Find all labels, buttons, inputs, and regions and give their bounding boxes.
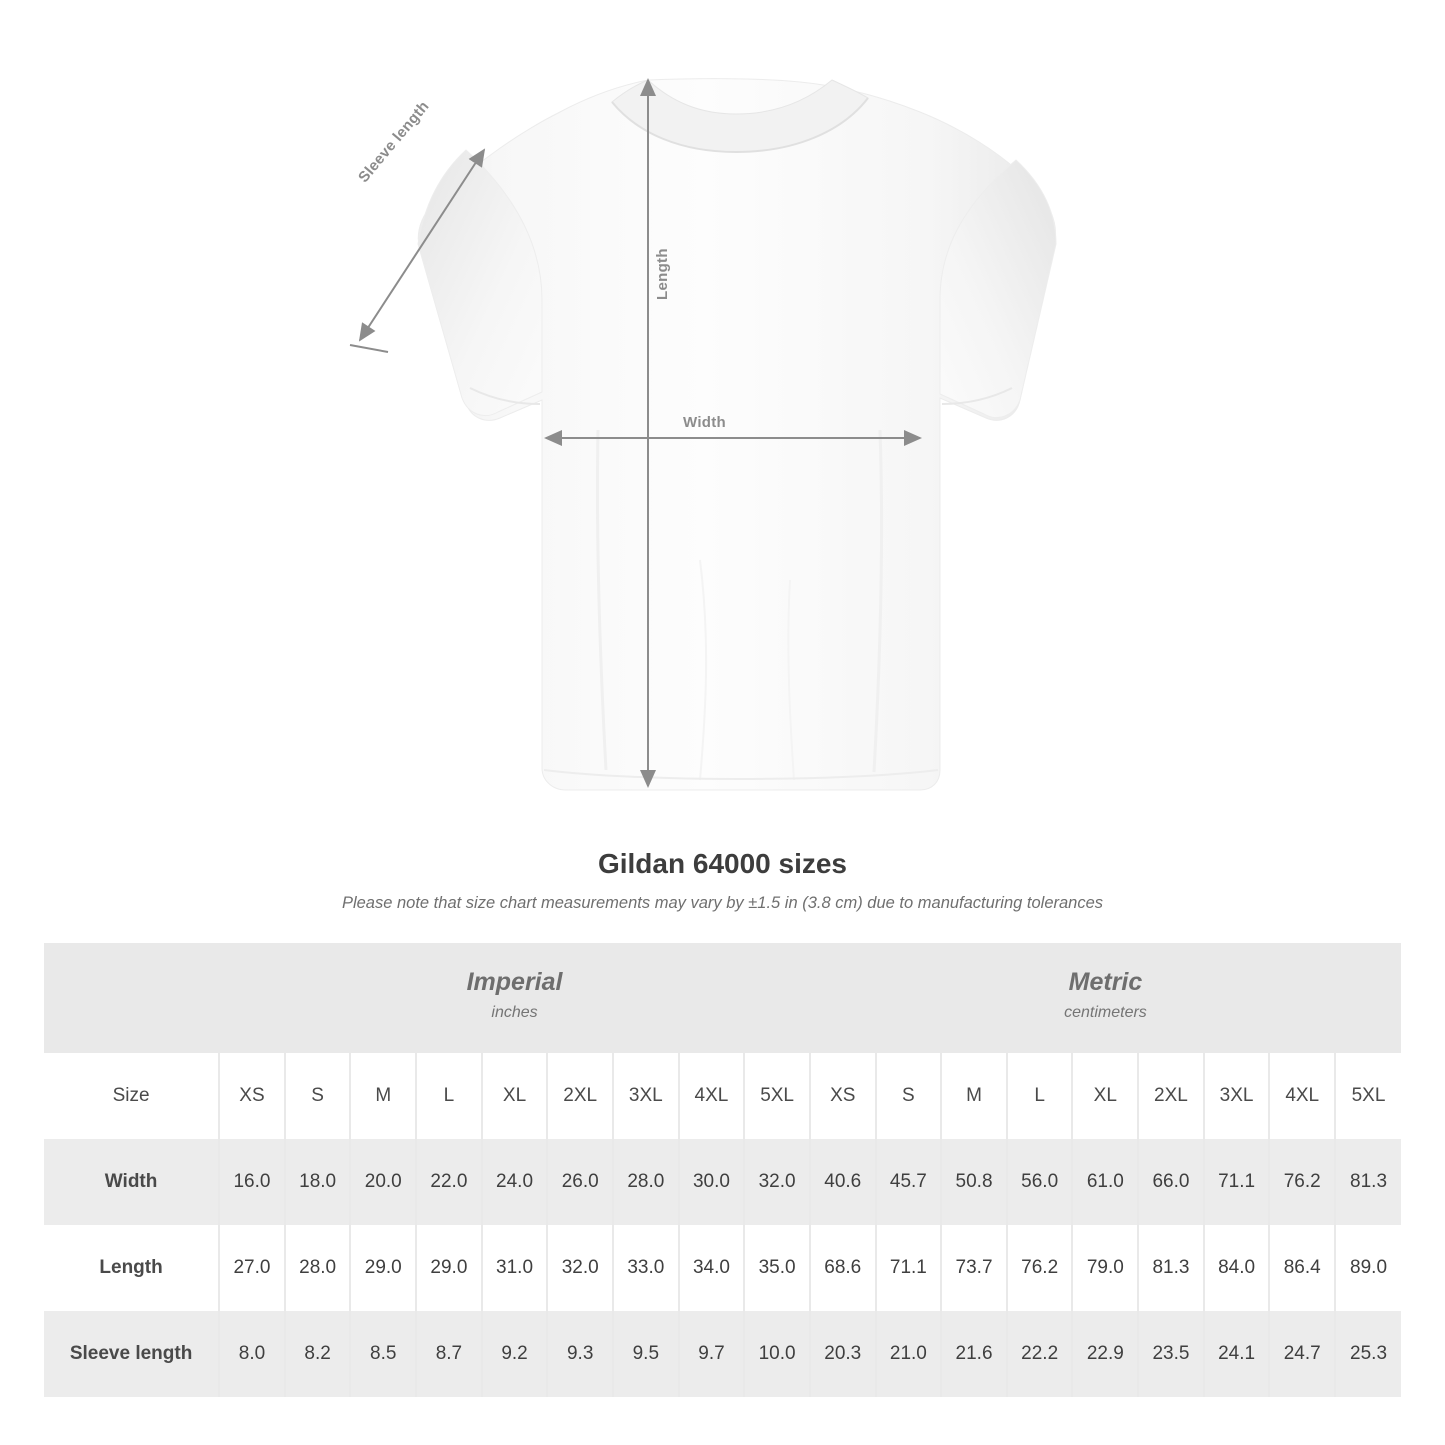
size-header-cell: 4XL xyxy=(679,1053,745,1139)
cell: 9.3 xyxy=(547,1311,613,1397)
tolerance-note: Please note that size chart measurements may vary by ±1.5 in (3.8 cm) due to manufacturing tolerances xyxy=(341,894,1104,912)
cell: 24.1 xyxy=(1204,1311,1270,1397)
cell: 76.2 xyxy=(1269,1139,1335,1225)
cell: 8.2 xyxy=(285,1311,351,1397)
size-header-cell: XL xyxy=(1072,1053,1138,1139)
size-header-cell: XS xyxy=(810,1053,876,1139)
cell: 20.0 xyxy=(350,1139,416,1225)
size-header-cell: 3XL xyxy=(1204,1053,1270,1139)
cell: 8.5 xyxy=(350,1311,416,1397)
metric-sub: centimeters xyxy=(1064,1004,1147,1022)
cell: 22.0 xyxy=(416,1139,482,1225)
metric-name: Metric xyxy=(1068,968,1143,997)
cell: 29.0 xyxy=(350,1225,416,1311)
size-header-cell: L xyxy=(1007,1053,1073,1139)
size-header-cell: S xyxy=(285,1053,351,1139)
tshirt-shape xyxy=(418,79,1056,790)
cell: 35.0 xyxy=(744,1225,810,1311)
cell: 21.6 xyxy=(941,1311,1007,1397)
cell: 31.0 xyxy=(482,1225,548,1311)
cell: 50.8 xyxy=(941,1139,1007,1225)
size-header-row xyxy=(44,1053,1401,1139)
cell: 34.0 xyxy=(679,1225,745,1311)
size-header-cell: M xyxy=(350,1053,416,1139)
size-header-cell: S xyxy=(876,1053,942,1139)
width-label: Width xyxy=(683,414,727,431)
cell: 18.0 xyxy=(285,1139,351,1225)
length-label: Length xyxy=(654,248,671,300)
cell: 86.4 xyxy=(1269,1225,1335,1311)
sleeve-length-label: Sleeve length xyxy=(355,97,433,186)
table-row xyxy=(44,1139,1401,1225)
size-header-cell: 5XL xyxy=(1335,1053,1401,1139)
cell: 26.0 xyxy=(547,1139,613,1225)
cell: 9.7 xyxy=(679,1311,745,1397)
imperial-name: Imperial xyxy=(466,968,563,997)
unit-header-spacer xyxy=(44,943,219,1053)
size-chart-table xyxy=(44,943,1401,1397)
table-row xyxy=(44,1311,1401,1397)
cell: 89.0 xyxy=(1335,1225,1401,1311)
cell: 76.2 xyxy=(1007,1225,1073,1311)
cell: 79.0 xyxy=(1072,1225,1138,1311)
size-header-cell: 2XL xyxy=(1138,1053,1204,1139)
cell: 9.5 xyxy=(613,1311,679,1397)
cell: 45.7 xyxy=(876,1139,942,1225)
cell: 81.3 xyxy=(1335,1139,1401,1225)
table-row xyxy=(44,1225,1401,1311)
size-header-cell: 5XL xyxy=(744,1053,810,1139)
cell: 28.0 xyxy=(613,1139,679,1225)
cell: 23.5 xyxy=(1138,1311,1204,1397)
row-label-width: Width xyxy=(44,1139,219,1225)
cell: 20.3 xyxy=(810,1311,876,1397)
cell: 22.2 xyxy=(1007,1311,1073,1397)
cell: 33.0 xyxy=(613,1225,679,1311)
cell: 27.0 xyxy=(219,1225,285,1311)
unit-header-row xyxy=(44,943,1401,1053)
cell: 9.2 xyxy=(482,1311,548,1397)
cell: 29.0 xyxy=(416,1225,482,1311)
cell: 30.0 xyxy=(679,1139,745,1225)
cell: 25.3 xyxy=(1335,1311,1401,1397)
size-header-cell: 3XL xyxy=(613,1053,679,1139)
imperial-sub: inches xyxy=(491,1004,538,1022)
cell: 24.7 xyxy=(1269,1311,1335,1397)
cell: 68.6 xyxy=(810,1225,876,1311)
size-chart-table-wrapper xyxy=(44,943,1401,1397)
row-label-sleeve-length: Sleeve length xyxy=(44,1311,219,1397)
cell: 84.0 xyxy=(1204,1225,1270,1311)
cell: 81.3 xyxy=(1138,1225,1204,1311)
cell: 16.0 xyxy=(219,1139,285,1225)
row-label-length: Length xyxy=(44,1225,219,1311)
cell: 8.7 xyxy=(416,1311,482,1397)
cell: 66.0 xyxy=(1138,1139,1204,1225)
page-title: Gildan 64000 sizes xyxy=(597,848,848,879)
title-block xyxy=(0,848,1445,913)
cell: 22.9 xyxy=(1072,1311,1138,1397)
unit-header-metric xyxy=(810,943,1401,1053)
size-header-cell: XS xyxy=(219,1053,285,1139)
cell: 32.0 xyxy=(547,1225,613,1311)
cell: 71.1 xyxy=(1204,1139,1270,1225)
size-header-cell: M xyxy=(941,1053,1007,1139)
cell: 61.0 xyxy=(1072,1139,1138,1225)
cell: 32.0 xyxy=(744,1139,810,1225)
cell: 28.0 xyxy=(285,1225,351,1311)
cell: 71.1 xyxy=(876,1225,942,1311)
cell: 24.0 xyxy=(482,1139,548,1225)
cell: 73.7 xyxy=(941,1225,1007,1311)
cell: 40.6 xyxy=(810,1139,876,1225)
size-header-label: Size xyxy=(44,1053,219,1139)
cell: 8.0 xyxy=(219,1311,285,1397)
size-header-cell: L xyxy=(416,1053,482,1139)
size-header-cell: 2XL xyxy=(547,1053,613,1139)
size-header-cell: XL xyxy=(482,1053,548,1139)
cell: 10.0 xyxy=(744,1311,810,1397)
unit-header-imperial xyxy=(219,943,810,1053)
cell: 21.0 xyxy=(876,1311,942,1397)
size-header-cell: 4XL xyxy=(1269,1053,1335,1139)
cell: 56.0 xyxy=(1007,1139,1073,1225)
